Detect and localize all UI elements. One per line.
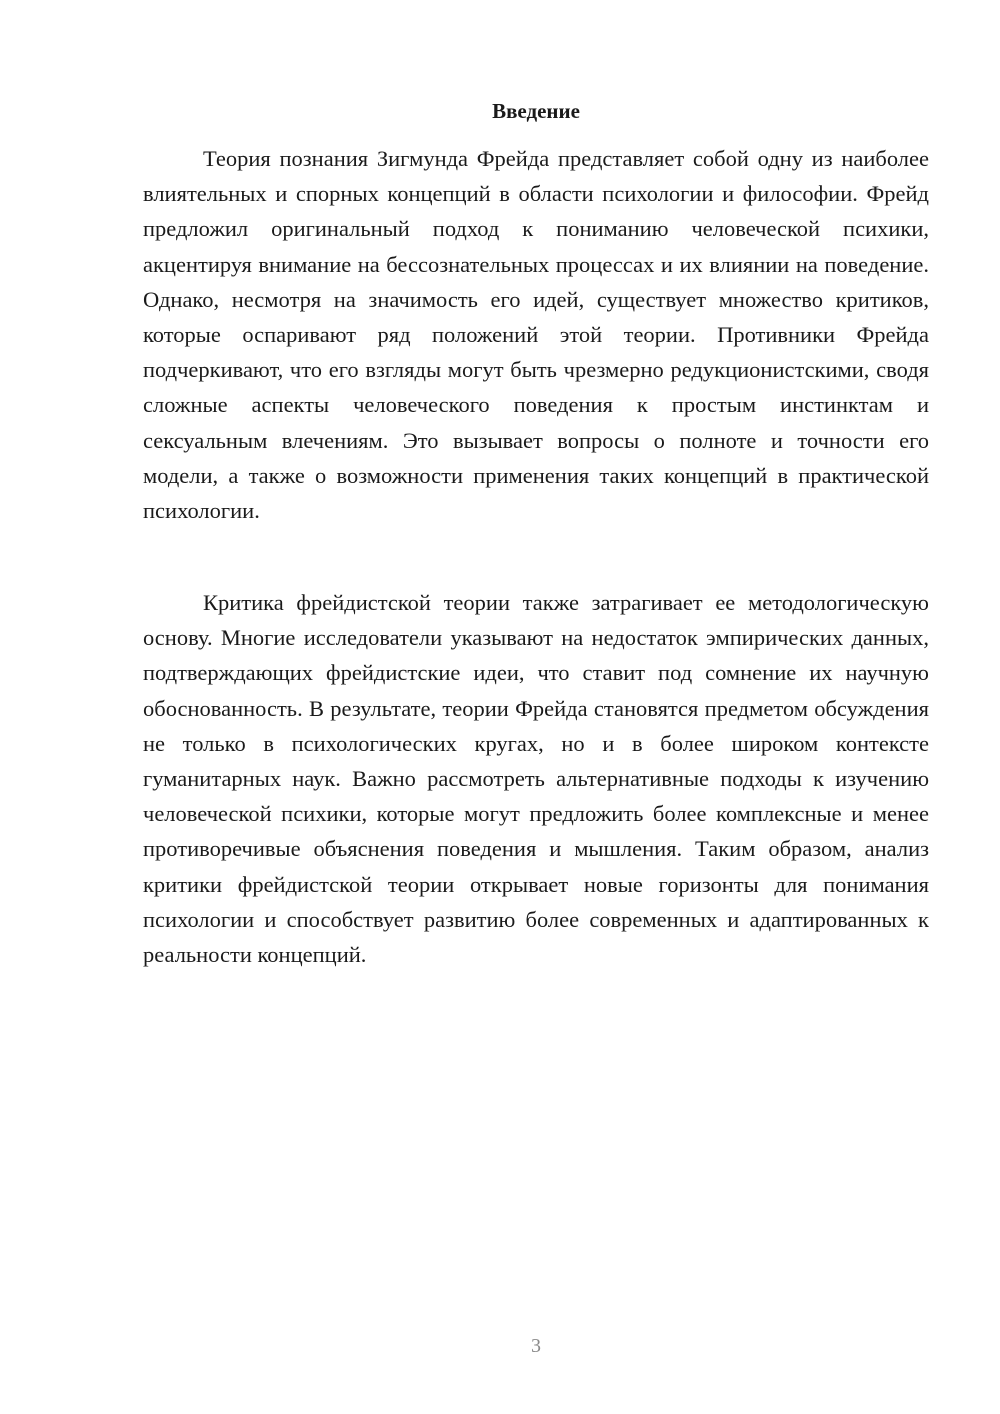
section-heading: Введение <box>492 99 580 123</box>
body-paragraph-2: Критика фрейдистской теории также затрагивает ее методологическую основу. Многие исследователи указывают на недостаток эмпирических данных, подтверждающих фрейдистские идеи, что ставит под сомнение их научную обоснованность. В результате, теории Фрейда становятся предметом обсуждения не только в психологических кругах, но и в более широком контексте гуманитарных наук. Важно рассмотреть альтернативные подходы к изучению человеческой психики, которые могут предложить более комплексные и менее противоречивые объяснения поведения и мышления. Таким образом, анализ критики фрейдистской теории открывает новые горизонты для понимания психологии и способствует развитию более современных и адаптированных к реальности концепций. <box>143 590 929 968</box>
body-paragraph-1: Теория познания Зигмунда Фрейда представляет собой одну из наиболее влиятельных и спорных концепций в области психологии и философии. Фрейд предложил оригинальный подход к пониманию человеческой психики, акцентируя внимание на бессознательных процессах и их влиянии на поведение. Однако, несмотря на значимость его идей, существует множество критиков, которые оспаривают ряд положений этой теории. Противники Фрейда подчеркивают, что его взгляды могут быть чрезмерно редукционистскими, сводя сложные аспекты человеческого поведения к простым инстинктам и сексуальным влечениям. Это вызывает вопросы о полноте и точности его модели, а также о возможности применения таких концепций в практической психологии. <box>143 146 929 524</box>
page-number: 3 <box>531 1335 541 1357</box>
